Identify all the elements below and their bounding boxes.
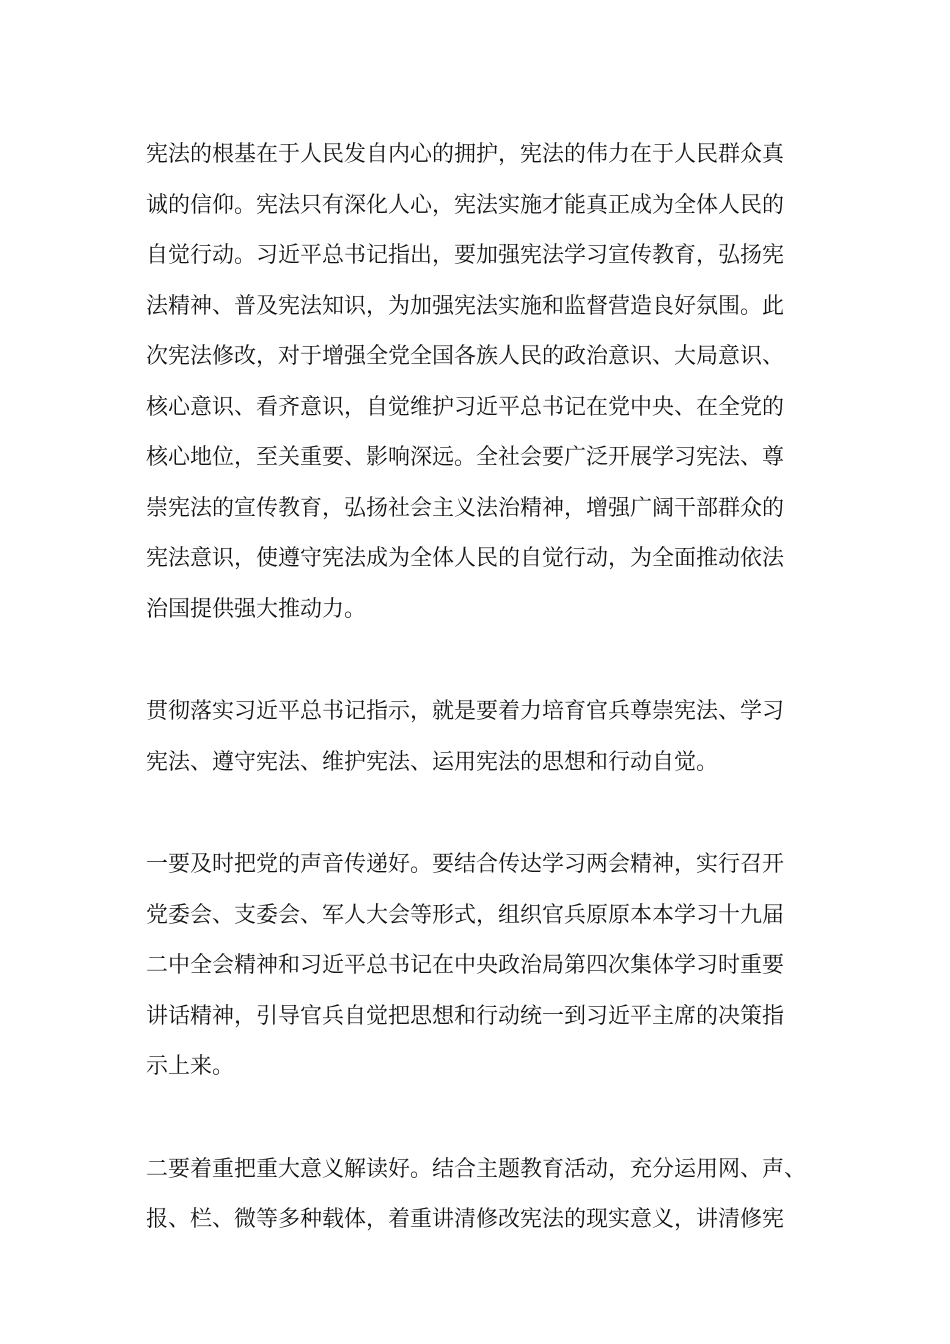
text-line: 报、栏、微等多种载体，着重讲清修改宪法的现实意义，讲清修宪: [146, 1207, 785, 1232]
paragraph-spacer: [146, 788, 811, 840]
text-line: 次宪法修改，对于增强全党全国各族人民的政治意识、大局意识、: [146, 344, 785, 369]
text-line: 宪法的根基在于人民发自内心的拥护，宪法的伟力在于人民群众真: [146, 142, 785, 167]
text-line: 讲话精神，引导官兵自觉把思想和行动统一到习近平主席的决策指: [146, 1003, 785, 1029]
text-line: 宪法意识，使遵守宪法成为全体人民的自觉行动，为全面推动依法: [146, 546, 785, 571]
text-line: 贯彻落实习近平总书记指示，就是要着力培育官兵尊崇宪法、学习: [146, 699, 785, 724]
paragraph-spacer: [146, 635, 811, 687]
text-line: 二要着重把重大意义解读好。结合主题教育活动，充分运用网、声、: [146, 1156, 807, 1182]
text-line: 法精神、普及宪法知识，为加强宪法实施和监督营造良好氛围。此: [146, 293, 785, 319]
text-line: 核心意识、看齐意识，自觉维护习近平总书记在党中央、在全党的: [146, 394, 785, 420]
text-line: 宪法、遵守宪法、维护宪法、运用宪法的思想和行动自觉。: [146, 749, 719, 775]
paragraph-spacer: [146, 1093, 811, 1145]
text-line: 核心地位，至关重要、影响深远。全社会要广泛开展学习宪法、尊: [146, 445, 785, 470]
text-line: 党委会、支委会、军人大会等形式，组织官兵原原本本学习十九届: [146, 902, 785, 928]
text-line: 二中全会精神和习近平总书记在中央政治局第四次集体学习时重要: [146, 953, 785, 978]
paragraph-1: [146, 130, 811, 635]
text-line: 示上来。: [146, 1054, 235, 1079]
paragraph-4: [146, 1145, 811, 1246]
document-body: [146, 130, 811, 1246]
paragraph-2: [146, 687, 811, 788]
paragraph-3: [146, 840, 811, 1093]
text-line: 崇宪法的宣传教育，弘扬社会主义法治精神，增强广阔干部群众的: [146, 495, 785, 521]
text-line: 自觉行动。习近平总书记指出，要加强宪法学习宣传教育，弘扬宪: [146, 243, 785, 268]
text-line: 一要及时把党的声音传递好。要结合传达学习两会精神，实行召开: [146, 852, 785, 877]
text-line: 治国提供强大推动力。: [146, 596, 367, 622]
text-line: 诚的信仰。宪法只有深化人心，宪法实施才能真正成为全体人民的: [146, 192, 785, 218]
